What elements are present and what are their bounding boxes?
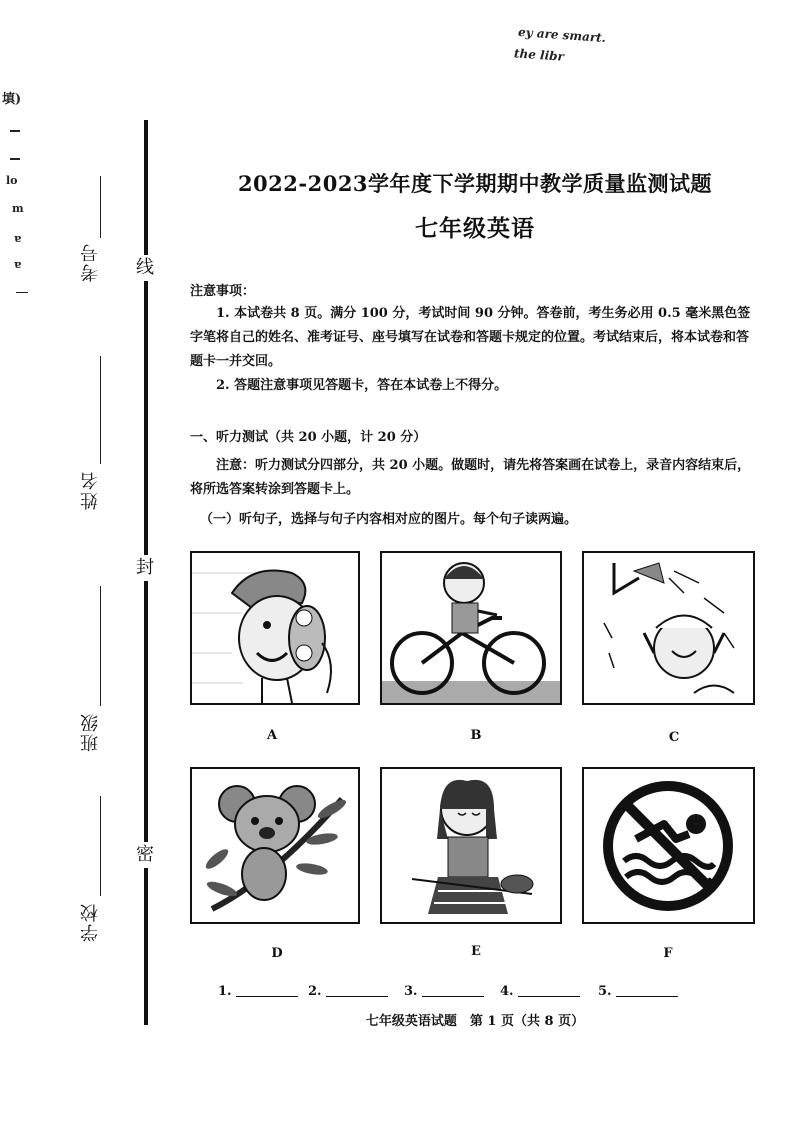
name-field[interactable] — [100, 356, 101, 464]
boy-riding-bike-icon — [382, 553, 560, 703]
exam-number-label: 考号 — [80, 242, 101, 282]
man-on-phone-icon — [192, 553, 358, 703]
notice-item-2: 2. 答题注意事项见答题卡，答在本试卷上不得分。 — [216, 378, 508, 393]
part-instruction: （一）听句子，选择与句子内容相对应的图片。每个句子读两遍。 — [200, 512, 578, 527]
seal-word-seal: 封 — [132, 555, 158, 581]
bleed-through-text: the libr — [513, 46, 565, 64]
name-label: 姓名 — [80, 470, 101, 510]
girl-playing-violin-icon — [382, 769, 560, 922]
answer-blank-4[interactable] — [500, 984, 580, 999]
seal-word-line: 线 — [132, 255, 158, 281]
picture-label-c: C — [668, 730, 680, 745]
exam-subtitle: 七年级英语 — [415, 215, 535, 242]
picture-label-a: A — [266, 728, 278, 743]
edge-fragment: lo — [6, 174, 18, 187]
koala-on-branch-icon — [192, 769, 358, 922]
picture-label-b: B — [470, 728, 482, 743]
edge-mark — [10, 130, 20, 132]
class-label: 班级 — [80, 712, 101, 752]
school-label: 学校 — [80, 902, 101, 942]
edge-fragment: 填) — [2, 92, 22, 107]
class-field[interactable] — [100, 586, 101, 706]
no-swimming-sign-icon — [584, 769, 753, 922]
edge-mark — [10, 158, 20, 160]
picture-a — [190, 551, 360, 705]
answer-number: 3. — [404, 984, 418, 999]
answer-blank-3[interactable] — [404, 984, 484, 999]
exam-number-field[interactable] — [100, 176, 101, 238]
answer-number: 2. — [308, 984, 322, 999]
picture-d — [190, 767, 360, 924]
seal-word-secret: 密 — [132, 842, 158, 868]
answer-number: 4. — [500, 984, 514, 999]
edge-mark — [16, 292, 28, 293]
answer-blank-2[interactable] — [308, 984, 388, 999]
picture-f — [582, 767, 755, 924]
exam-title: 2022-2023学年度下学期期中教学质量监测试题 — [237, 171, 713, 196]
picture-c — [582, 551, 755, 705]
picture-b — [380, 551, 562, 705]
notice-item-1: 1. 本试卷共 8 页。满分 100 分，考试时间 90 分钟。答卷前，考生务必用 0.5 毫米黑色签字笔将自己的姓名、准考证号、座号填写在试卷和答题卡规定的位置。考试结束后，将本试卷和答题卡一并交回。 — [190, 306, 751, 369]
answer-blank-5[interactable] — [598, 984, 678, 999]
answer-number: 1. — [218, 984, 232, 999]
edge-fragment: ɐ — [14, 258, 22, 271]
section-note: 注意：听力测试分四部分，共 20 小题。做题时，请先将答案画在试卷上，录音内容结束后，将所选答案转涂到答题卡上。 — [190, 458, 751, 497]
child-showering-icon — [584, 553, 753, 703]
edge-fragment: m — [12, 202, 24, 215]
answer-number: 5. — [598, 984, 612, 999]
notice-heading: 注意事项： — [190, 284, 256, 299]
page-footer: 七年级英语试题 第 1 页（共 8 页） — [365, 1014, 585, 1029]
edge-fragment: ɐ — [14, 232, 22, 245]
picture-label-e: E — [471, 944, 481, 959]
school-field[interactable] — [100, 796, 101, 896]
section-heading: 一、听力测试（共 20 小题，计 20 分） — [190, 430, 427, 445]
bleed-through-text: ey are smart. — [517, 24, 607, 46]
picture-label-d: D — [271, 946, 283, 961]
answer-blank-1[interactable] — [218, 984, 298, 999]
picture-e — [380, 767, 562, 924]
picture-label-f: F — [663, 946, 673, 961]
